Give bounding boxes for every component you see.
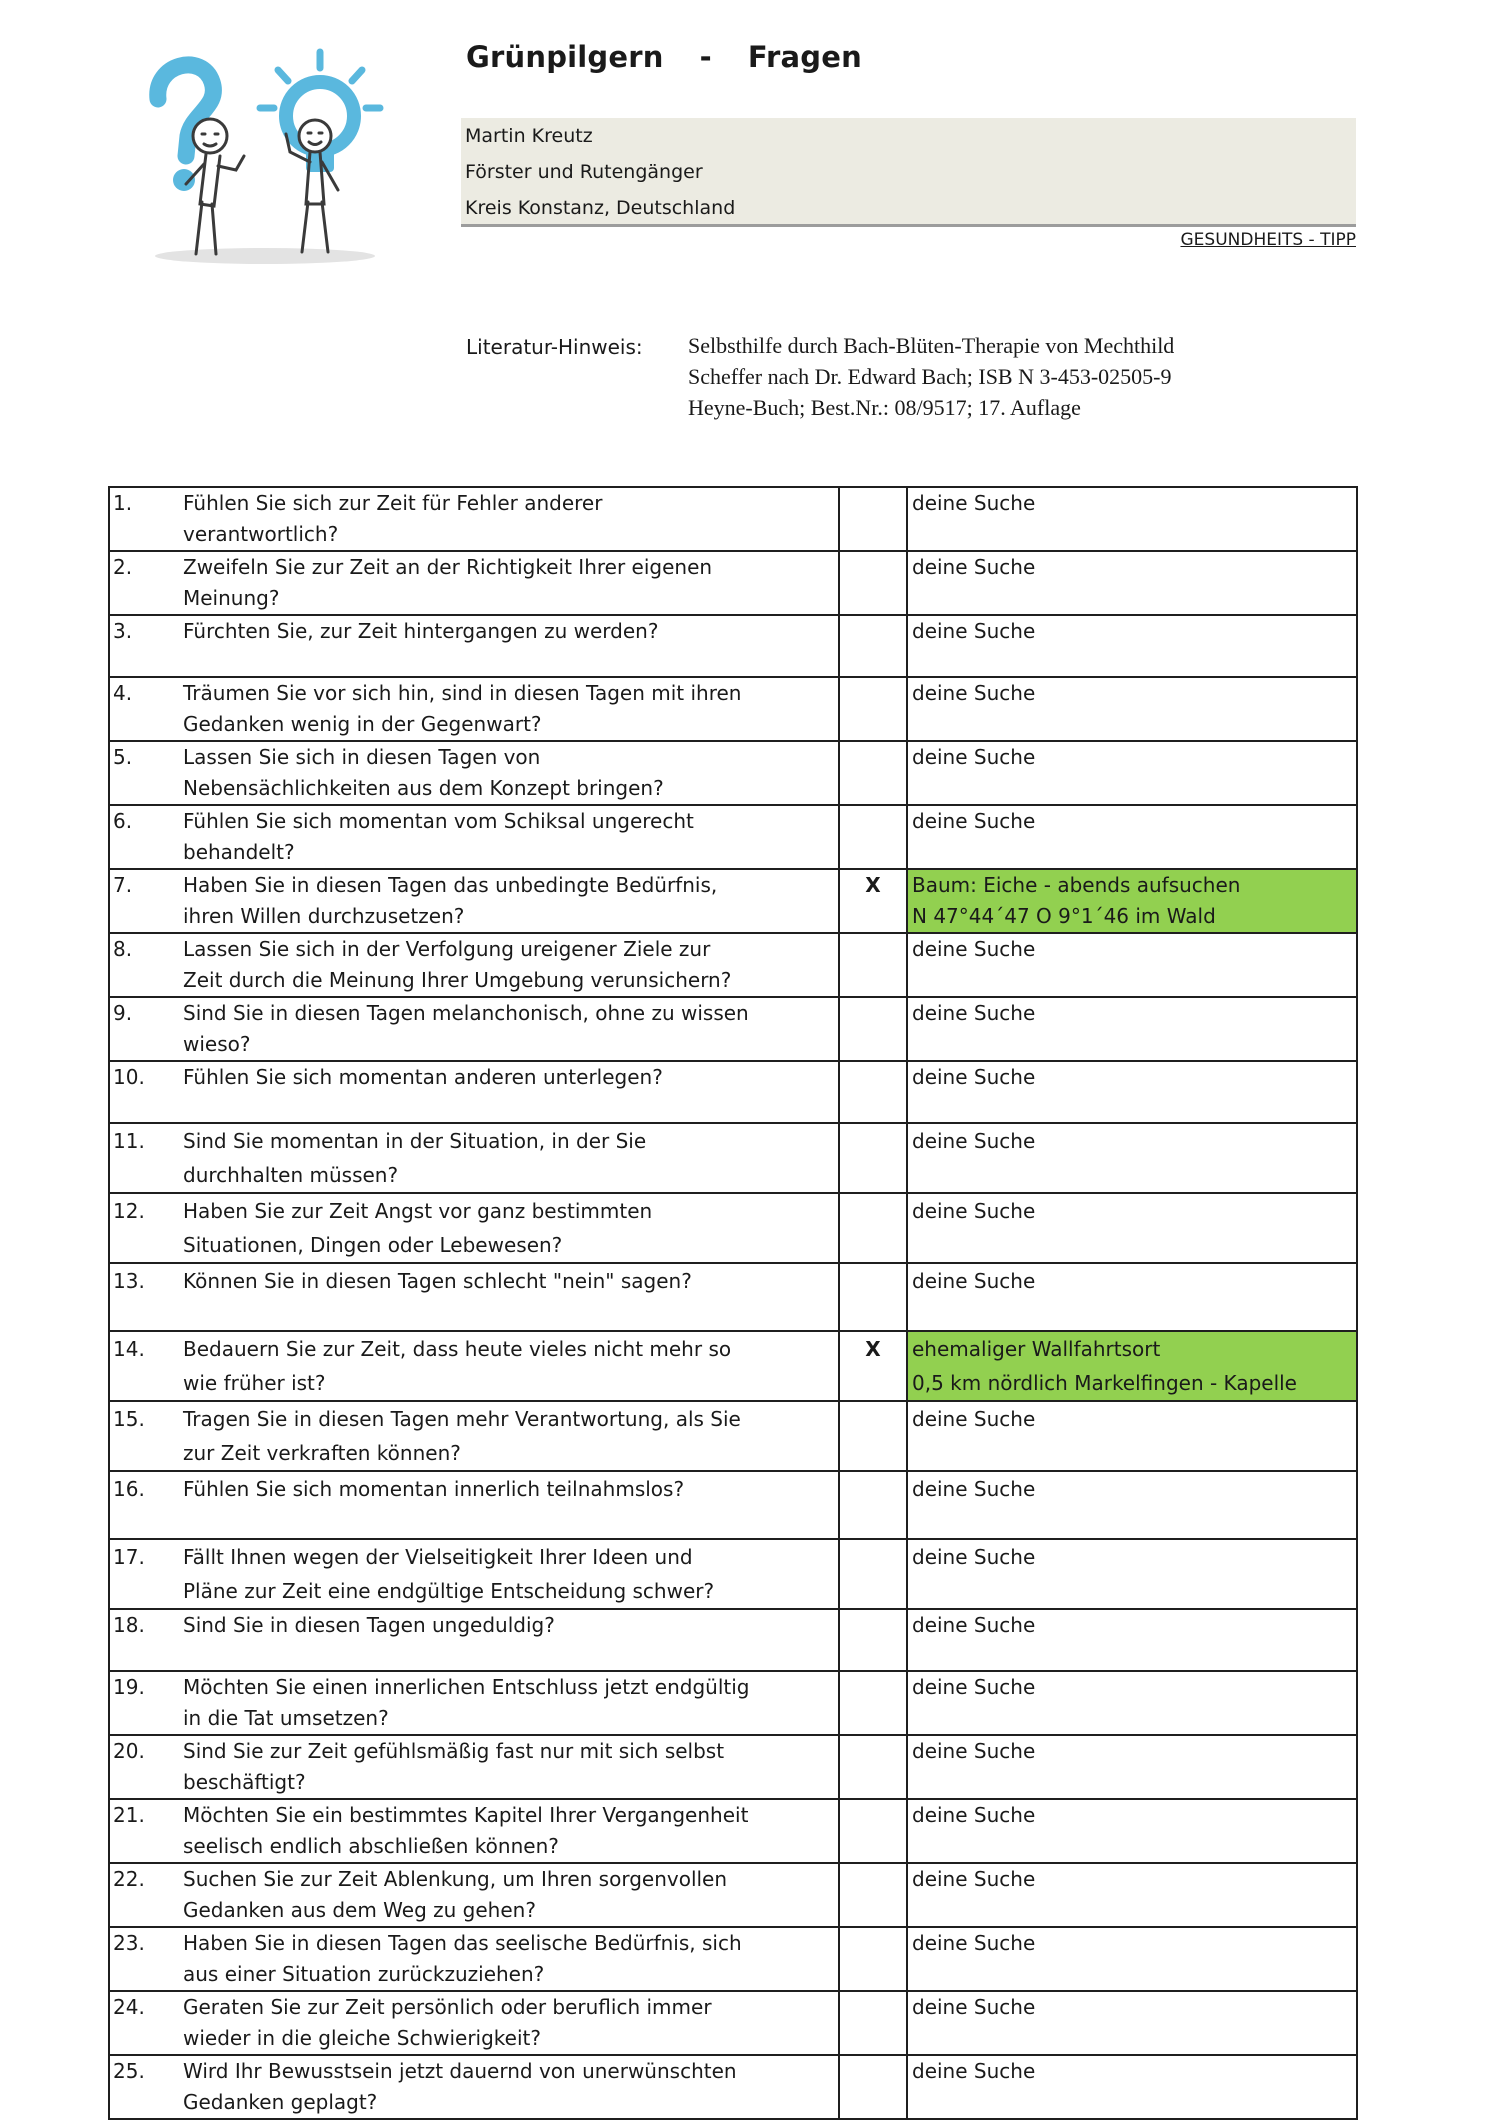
question-text: Fällt Ihnen wegen der Vielseitigkeit Ihrer Ideen und Pläne zur Zeit eine endgültige Entscheidung schwer? xyxy=(183,1545,715,1603)
question-cell xyxy=(109,677,839,741)
question-text: Suchen Sie zur Zeit Ablenkung, um Ihren sorgenvollen Gedanken aus dem Weg zu gehen? xyxy=(183,1867,728,1922)
question-mark-cell xyxy=(839,1193,907,1263)
question-text: Haben Sie zur Zeit Angst vor ganz bestimmten Situationen, Dingen oder Lebewesen? xyxy=(183,1199,653,1257)
question-mark-cell xyxy=(839,1991,907,2055)
question-number: 16. xyxy=(113,1477,145,1501)
question-number: 7. xyxy=(113,873,133,897)
question-cell xyxy=(109,615,839,677)
question-row xyxy=(109,1331,1357,1401)
question-row xyxy=(109,741,1357,805)
question-number: 25. xyxy=(113,2059,145,2083)
question-number: 6. xyxy=(113,809,133,833)
question-text: Zweifeln Sie zur Zeit an der Richtigkeit Ihrer eigenen Meinung? xyxy=(183,555,713,610)
answer-text: deine Suche xyxy=(912,1739,1036,1763)
question-number: 4. xyxy=(113,681,133,705)
question-row xyxy=(109,1927,1357,1991)
question-cell xyxy=(109,741,839,805)
question-cell xyxy=(109,1123,839,1193)
questions-table xyxy=(108,486,1358,2120)
question-row xyxy=(109,1061,1357,1123)
question-row xyxy=(109,997,1357,1061)
question-row xyxy=(109,1193,1357,1263)
question-mark-cell xyxy=(839,1401,907,1471)
answer-text: deine Suche xyxy=(912,745,1036,769)
question-text: Möchten Sie einen innerlichen Entschluss jetzt endgültig in die Tat umsetzen? xyxy=(183,1675,750,1730)
answer-cell xyxy=(907,1123,1357,1193)
answer-cell xyxy=(907,1863,1357,1927)
question-text: Sind Sie in diesen Tagen melanchonisch, ohne zu wissen wieso? xyxy=(183,1001,749,1056)
answer-cell xyxy=(907,1539,1357,1609)
question-text: Fühlen Sie sich momentan anderen unterlegen? xyxy=(183,1065,663,1089)
question-text: Fürchten Sie, zur Zeit hintergangen zu werden? xyxy=(183,619,659,643)
question-text: Sind Sie momentan in der Situation, in der Sie durchhalten müssen? xyxy=(183,1129,647,1187)
question-text: Lassen Sie sich in der Verfolgung ureigener Ziele zur Zeit durch die Meinung Ihrer Umgebung verunsichern? xyxy=(183,937,732,992)
literature-line-2: Scheffer nach Dr. Edward Bach; ISB N 3-453-02505-9 xyxy=(688,364,1172,389)
question-row xyxy=(109,933,1357,997)
answer-text: deine Suche xyxy=(912,1407,1036,1431)
question-cell xyxy=(109,997,839,1061)
question-cell xyxy=(109,869,839,933)
question-mark-cell xyxy=(839,933,907,997)
question-mark-cell xyxy=(839,1799,907,1863)
question-mark-cell xyxy=(839,615,907,677)
question-cell xyxy=(109,1263,839,1331)
question-cell xyxy=(109,1991,839,2055)
answer-text: deine Suche xyxy=(912,681,1036,705)
answer-cell xyxy=(907,1671,1357,1735)
answer-cell xyxy=(907,615,1357,677)
question-cell xyxy=(109,1539,839,1609)
answer-cell xyxy=(907,1331,1357,1401)
question-row xyxy=(109,1471,1357,1539)
question-cell xyxy=(109,1799,839,1863)
question-mark-cell xyxy=(839,1263,907,1331)
question-number: 13. xyxy=(113,1269,145,1293)
question-text: Haben Sie in diesen Tagen das unbedingte Bedürfnis, ihren Willen durchzusetzen? xyxy=(183,873,718,928)
answer-cell xyxy=(907,805,1357,869)
question-row xyxy=(109,1863,1357,1927)
question-mark-cell xyxy=(839,741,907,805)
author-name: Martin Kreutz xyxy=(465,125,593,147)
question-row xyxy=(109,1123,1357,1193)
question-text: Geraten Sie zur Zeit persönlich oder beruflich immer wieder in die gleiche Schwierigkeit? xyxy=(183,1995,712,2050)
answer-text: deine Suche xyxy=(912,1199,1036,1223)
question-row xyxy=(109,1991,1357,2055)
question-number: 22. xyxy=(113,1867,145,1891)
answer-cell xyxy=(907,1193,1357,1263)
question-cell xyxy=(109,1735,839,1799)
question-text: Sind Sie zur Zeit gefühlsmäßig fast nur mit sich selbst beschäftigt? xyxy=(183,1739,725,1794)
question-number: 10. xyxy=(113,1065,145,1089)
title-part2: Fragen xyxy=(747,40,862,74)
answer-text: deine Suche xyxy=(912,1931,1036,1955)
literature-line-3: Heyne-Buch; Best.Nr.: 08/9517; 17. Auflage xyxy=(688,395,1081,420)
answer-cell xyxy=(907,1263,1357,1331)
question-text: Bedauern Sie zur Zeit, dass heute vieles nicht mehr so wie früher ist? xyxy=(183,1337,732,1395)
answer-text: deine Suche xyxy=(912,619,1036,643)
question-number: 23. xyxy=(113,1931,145,1955)
question-number: 19. xyxy=(113,1675,145,1699)
question-cell xyxy=(109,1927,839,1991)
answer-cell xyxy=(907,487,1357,551)
question-cell xyxy=(109,1671,839,1735)
questions-table-body xyxy=(109,487,1357,2119)
question-number: 5. xyxy=(113,745,133,769)
question-mark-cell xyxy=(839,1927,907,1991)
question-number: 3. xyxy=(113,619,133,643)
answer-text: deine Suche xyxy=(912,2059,1036,2083)
answer-cell xyxy=(907,1927,1357,1991)
question-text: Träumen Sie vor sich hin, sind in diesen Tagen mit ihren Gedanken wenig in der Gegenwart? xyxy=(183,681,742,736)
question-cell xyxy=(109,933,839,997)
question-cell xyxy=(109,1331,839,1401)
answer-text: deine Suche xyxy=(912,1129,1036,1153)
question-cell xyxy=(109,1401,839,1471)
question-text: Haben Sie in diesen Tagen das seelische Bedürfnis, sich aus einer Situation zurückzuziehen? xyxy=(183,1931,742,1986)
question-text: Tragen Sie in diesen Tagen mehr Verantwortung, als Sie zur Zeit verkraften können? xyxy=(183,1407,741,1465)
question-row xyxy=(109,1401,1357,1471)
literature-line-1: Selbsthilfe durch Bach-Blüten-Therapie von Mechthild xyxy=(688,333,1175,358)
answer-cell xyxy=(907,677,1357,741)
question-mark-cell xyxy=(839,2055,907,2119)
question-number: 21. xyxy=(113,1803,145,1827)
question-mark-cell xyxy=(839,805,907,869)
answer-text: deine Suche xyxy=(912,937,1036,961)
question-row xyxy=(109,615,1357,677)
question-mark-cell xyxy=(839,551,907,615)
question-mark-cell xyxy=(839,1609,907,1671)
question-text: Können Sie in diesen Tagen schlecht "nein" sagen? xyxy=(183,1269,692,1293)
question-mark-cell xyxy=(839,1471,907,1539)
question-cell xyxy=(109,805,839,869)
question-row xyxy=(109,1609,1357,1671)
answer-text: deine Suche xyxy=(912,1867,1036,1891)
question-mark-cell xyxy=(839,1735,907,1799)
question-text: Fühlen Sie sich momentan vom Schiksal ungerecht behandelt? xyxy=(183,809,694,864)
question-cell xyxy=(109,1193,839,1263)
answer-text: 0,5 km nördlich Markelfingen - Kapelle xyxy=(912,1371,1297,1395)
question-cell xyxy=(109,1471,839,1539)
question-text: Lassen Sie sich in diesen Tagen von Nebensächlichkeiten aus dem Konzept bringen? xyxy=(183,745,664,800)
question-row xyxy=(109,805,1357,869)
answer-text: deine Suche xyxy=(912,1613,1036,1637)
answer-text: deine Suche xyxy=(912,1675,1036,1699)
answer-text: deine Suche xyxy=(912,1001,1036,1025)
question-idea-figures-logo xyxy=(140,44,390,274)
answer-cell xyxy=(907,1735,1357,1799)
question-text: Sind Sie in diesen Tagen ungeduldig? xyxy=(183,1613,555,1637)
question-mark-cell: X xyxy=(839,869,907,933)
page-title xyxy=(466,40,862,74)
answer-cell xyxy=(907,741,1357,805)
question-mark-cell xyxy=(839,1863,907,1927)
answer-cell xyxy=(907,1991,1357,2055)
answer-text: deine Suche xyxy=(912,1803,1036,1827)
answer-cell xyxy=(907,1609,1357,1671)
answer-cell xyxy=(907,933,1357,997)
question-number: 11. xyxy=(113,1129,145,1153)
question-cell xyxy=(109,1061,839,1123)
question-mark-cell xyxy=(839,487,907,551)
answer-text: deine Suche xyxy=(912,1269,1036,1293)
question-row xyxy=(109,677,1357,741)
answer-cell xyxy=(907,997,1357,1061)
author-info-box xyxy=(461,118,1356,227)
answer-text: Baum: Eiche - abends aufsuchen xyxy=(912,873,1241,897)
question-mark-cell xyxy=(839,1671,907,1735)
question-row xyxy=(109,1671,1357,1735)
answer-cell xyxy=(907,1401,1357,1471)
question-number: 2. xyxy=(113,555,133,579)
answer-cell xyxy=(907,2055,1357,2119)
question-number: 15. xyxy=(113,1407,145,1431)
question-number: 17. xyxy=(113,1545,145,1569)
answer-cell xyxy=(907,869,1357,933)
author-location: Kreis Konstanz, Deutschland xyxy=(465,197,736,219)
question-row xyxy=(109,1263,1357,1331)
question-mark-cell xyxy=(839,997,907,1061)
answer-text: deine Suche xyxy=(912,1545,1036,1569)
question-mark-cell: X xyxy=(839,1331,907,1401)
question-text: Fühlen Sie sich zur Zeit für Fehler anderer verantwortlich? xyxy=(183,491,603,546)
health-tip-label: GESUNDHEITS - TIPP xyxy=(1180,230,1356,250)
question-mark-cell xyxy=(839,1123,907,1193)
title-part1: Grünpilgern xyxy=(466,40,664,74)
question-text: Möchten Sie ein bestimmtes Kapitel Ihrer Vergangenheit seelisch endlich abschließen können? xyxy=(183,1803,749,1858)
question-mark-cell xyxy=(839,677,907,741)
question-number: 24. xyxy=(113,1995,145,2019)
answer-cell xyxy=(907,1471,1357,1539)
answer-cell xyxy=(907,1799,1357,1863)
question-cell xyxy=(109,1863,839,1927)
title-dash: - xyxy=(699,40,712,74)
literature-reference xyxy=(688,330,1174,423)
answer-text: N 47°44´47 O 9°1´46 im Wald xyxy=(912,904,1216,928)
question-number: 12. xyxy=(113,1199,145,1223)
question-row xyxy=(109,2055,1357,2119)
question-cell xyxy=(109,1609,839,1671)
question-row xyxy=(109,1539,1357,1609)
answer-text: deine Suche xyxy=(912,555,1036,579)
author-role: Förster und Rutengänger xyxy=(465,161,703,183)
answer-text: deine Suche xyxy=(912,1477,1036,1501)
answer-text: deine Suche xyxy=(912,491,1036,515)
question-text: Wird Ihr Bewusstsein jetzt dauernd von unerwünschten Gedanken geplagt? xyxy=(183,2059,737,2114)
question-cell xyxy=(109,2055,839,2119)
literature-label: Literatur-Hinweis: xyxy=(466,335,643,359)
question-text: Fühlen Sie sich momentan innerlich teilnahmslos? xyxy=(183,1477,685,1501)
question-mark-cell xyxy=(839,1061,907,1123)
question-number: 18. xyxy=(113,1613,145,1637)
question-number: 1. xyxy=(113,491,133,515)
question-row xyxy=(109,1735,1357,1799)
answer-text: deine Suche xyxy=(912,809,1036,833)
question-number: 20. xyxy=(113,1739,145,1763)
question-cell xyxy=(109,487,839,551)
answer-text: deine Suche xyxy=(912,1065,1036,1089)
question-row xyxy=(109,869,1357,933)
question-row xyxy=(109,1799,1357,1863)
answer-text: deine Suche xyxy=(912,1995,1036,2019)
question-number: 9. xyxy=(113,1001,133,1025)
answer-cell xyxy=(907,551,1357,615)
question-mark-cell xyxy=(839,1539,907,1609)
answer-text: ehemaliger Wallfahrtsort xyxy=(912,1337,1161,1361)
question-row xyxy=(109,551,1357,615)
question-number: 8. xyxy=(113,937,133,961)
question-cell xyxy=(109,551,839,615)
answer-cell xyxy=(907,1061,1357,1123)
question-number: 14. xyxy=(113,1337,145,1361)
question-row xyxy=(109,487,1357,551)
